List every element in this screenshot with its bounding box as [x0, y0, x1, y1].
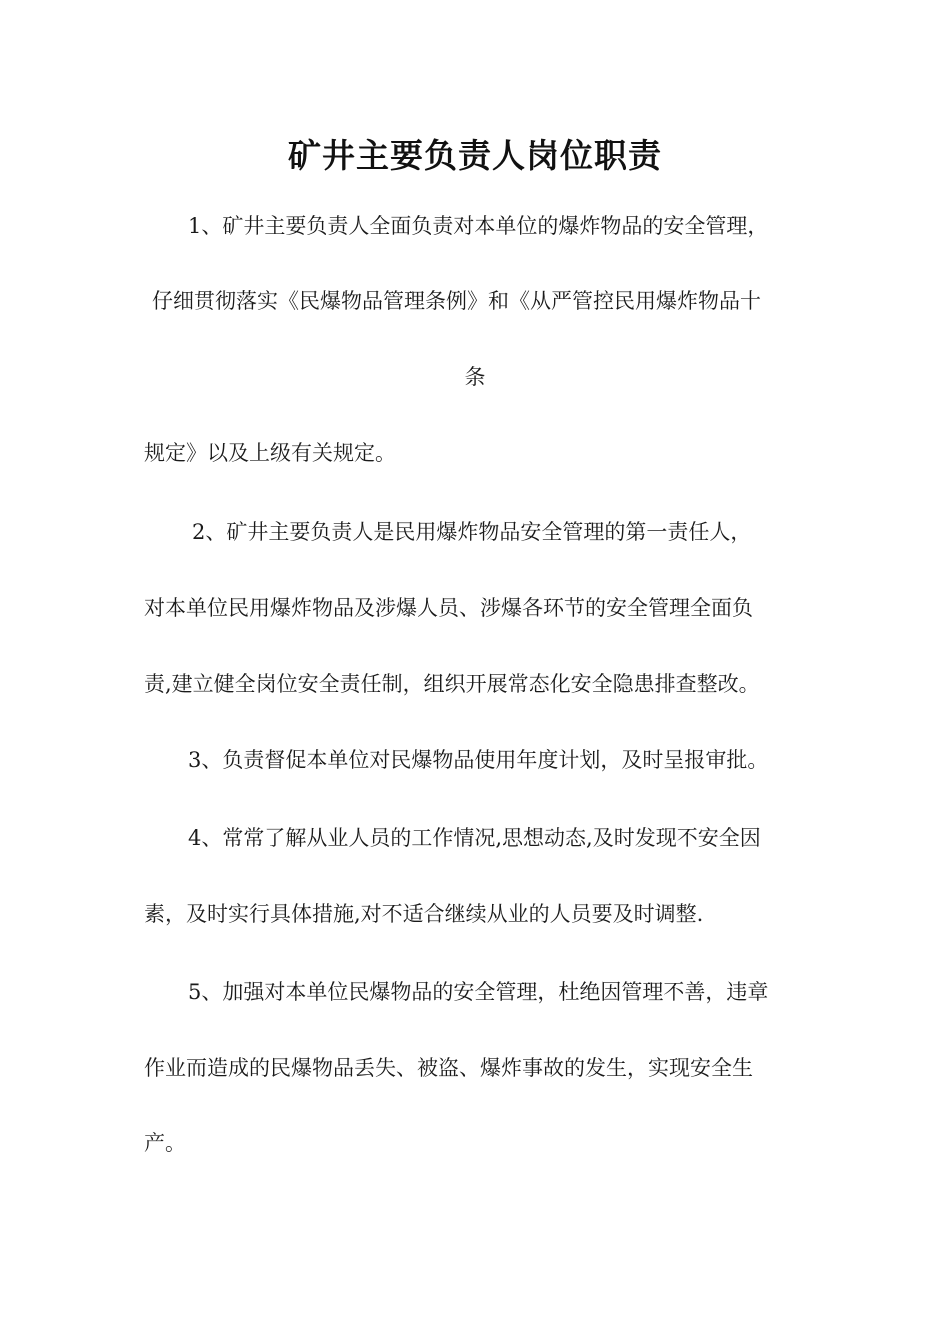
paragraph-2-line-3: 责,建立健全岗位安全责任制，组织开展常态化安全隐患排查整改。 — [144, 672, 760, 696]
paragraph-2-line-2: 对本单位民用爆炸物品及涉爆人员、涉爆各环节的安全管理全面负 — [144, 596, 753, 620]
paragraph-1-line-1: 1、矿井主要负责人全面负责对本单位的爆炸物品的安全管理， — [188, 214, 769, 238]
paragraph-5-line-1: 5、加强对本单位民爆物品的安全管理，杜绝因管理不善，违章 — [188, 980, 769, 1004]
paragraph-4-line-1: 4、常常了解从业人员的工作情况,思想动态,及时发现不安全因 — [188, 826, 761, 850]
paragraph-2-line-1: 2、矿井主要负责人是民用爆炸物品安全管理的第一责任人， — [192, 520, 752, 544]
paragraph-4-line-2: 素，及时实行具体措施,对不适合继续从业的人员要及时调整. — [144, 902, 704, 926]
paragraph-1-line-2: 仔细贯彻落实《民爆物品管理条例》和《从严管控民用爆炸物品十 — [152, 289, 761, 313]
paragraph-3-line-1: 3、负责督促本单位对民爆物品使用年度计划，及时呈报审批。 — [188, 748, 769, 772]
document-title: 矿井主要负责人岗位职责 — [288, 136, 662, 175]
paragraph-5-line-2: 作业而造成的民爆物品丢失、被盗、爆炸事故的发生，实现安全生 — [144, 1056, 753, 1080]
paragraph-1-line-4: 规定》以及上级有关规定。 — [144, 441, 396, 465]
paragraph-5-line-3: 产。 — [144, 1131, 186, 1155]
paragraph-1-line-3: 条 — [464, 365, 486, 389]
